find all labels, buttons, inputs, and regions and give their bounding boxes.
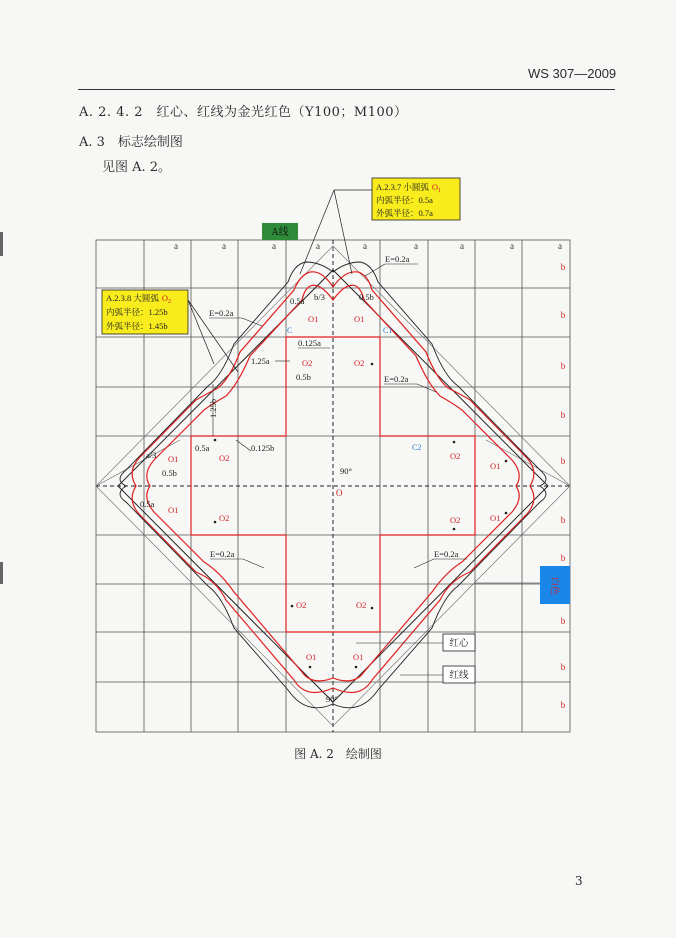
callout-small-sub: O [431, 182, 439, 192]
o2-label: O2 [356, 600, 367, 610]
o1-label: O1 [168, 454, 179, 464]
legend-red-line: 红线 [449, 671, 469, 681]
dimensions [140, 292, 374, 704]
col-label: a [174, 241, 178, 251]
dim-half-b: 0.5b [162, 468, 177, 478]
row-label: b [560, 310, 566, 320]
row-label: b [560, 515, 566, 525]
row-label: b [560, 700, 566, 710]
o2-label: O2 [219, 453, 230, 463]
col-label: a [316, 241, 320, 251]
callout-small-outer: 外弧半径：0.7a [376, 208, 433, 218]
side-tab-label: 白色 [550, 577, 560, 596]
o1-label: O1 [353, 652, 364, 662]
e-label: E=0.2a [384, 374, 409, 384]
callout-big-sub: O [161, 293, 169, 303]
e-label: E=0.2a [209, 308, 234, 318]
dim-half-a: 0.5a [290, 296, 305, 306]
e-label: E=0.2a [210, 549, 235, 559]
legend-red-heart: 红心 [449, 639, 469, 649]
figure-caption: 图 A. 2 绘制图 [294, 747, 382, 761]
angle-center: 90° [340, 466, 352, 476]
c-label: C [287, 326, 293, 335]
callout-big-outer: 外弧半径：1.45b [106, 321, 168, 331]
callout-big-title: A.2.3.8 大圆弧 [106, 293, 159, 303]
callout-big-arc [102, 290, 238, 372]
callout-big-inner: 内弧半径：1.25b [106, 307, 168, 317]
row-label: b [560, 456, 566, 466]
row-label: b [560, 553, 566, 563]
col-label: a [363, 241, 367, 251]
o2-label: O2 [302, 358, 313, 368]
callout-small-inner: 内弧半径：0.5a [376, 195, 433, 205]
o2-label: O2 [354, 358, 365, 368]
row-label: b [560, 616, 566, 626]
center-o: O [336, 488, 343, 498]
c2-label: C2 [412, 443, 422, 452]
callout-small-title: A.2.3.7 小圆弧 [376, 182, 429, 192]
row-label: b [560, 410, 566, 420]
dim-a125: 1.25a [251, 356, 270, 366]
o1-label: O1 [490, 513, 501, 523]
dim-half-b: 0.5b [359, 292, 374, 302]
dim-half-a: 0.5a [195, 443, 210, 453]
row-label: b [560, 262, 566, 272]
o2-label: O2 [296, 600, 307, 610]
dim-a-third: a/3 [146, 450, 157, 460]
standard-number: WS 307—2009 [528, 66, 617, 81]
dim-b125: 1.25b [208, 398, 218, 418]
dim-eighth-a: 0.125a [298, 338, 321, 348]
callout-small-sub-idx: 1 [438, 188, 442, 194]
row-label: b [560, 361, 566, 371]
o1-label: O1 [168, 505, 179, 515]
o1-label: O1 [308, 314, 319, 324]
col-label: a [272, 241, 276, 251]
a-line-label: A线 [271, 227, 289, 238]
e-label: E=0.2a [434, 549, 459, 559]
col-label: a [510, 241, 514, 251]
col-label: a [460, 241, 464, 251]
row-label: b [560, 662, 566, 672]
dim-half-b: 0.5b [296, 372, 311, 382]
callout-big-sub-idx: 2 [168, 299, 172, 305]
clause-see-figure: 见图 A. 2。 [102, 160, 172, 175]
dim-b-third: b/3 [314, 292, 325, 302]
o2-label: O2 [219, 513, 230, 523]
page-number: 3 [575, 874, 583, 888]
o2-label: O2 [450, 515, 461, 525]
column-labels [174, 241, 562, 251]
center-dots [214, 363, 508, 669]
clause-a242: A. 2. 4. 2 红心、红线为金光红色（Y100；M100） [79, 105, 408, 120]
dim-half-a: 0.5a [140, 499, 155, 509]
o2-label: O2 [450, 451, 461, 461]
col-label: a [414, 241, 418, 251]
o1-label: O1 [354, 314, 365, 324]
dim-eighth-b: 0.125b [251, 443, 275, 453]
legend [356, 634, 475, 683]
angle-bottom: 90° [326, 694, 338, 704]
e-label: E=0.2a [385, 254, 410, 264]
col-label: a [222, 241, 226, 251]
col-label: a [558, 241, 562, 251]
c1-label: C1 [383, 326, 393, 335]
o1-label: O1 [490, 461, 501, 471]
clause-a3-heading: A. 3 标志绘制图 [79, 135, 183, 150]
o1-label: O1 [306, 652, 317, 662]
